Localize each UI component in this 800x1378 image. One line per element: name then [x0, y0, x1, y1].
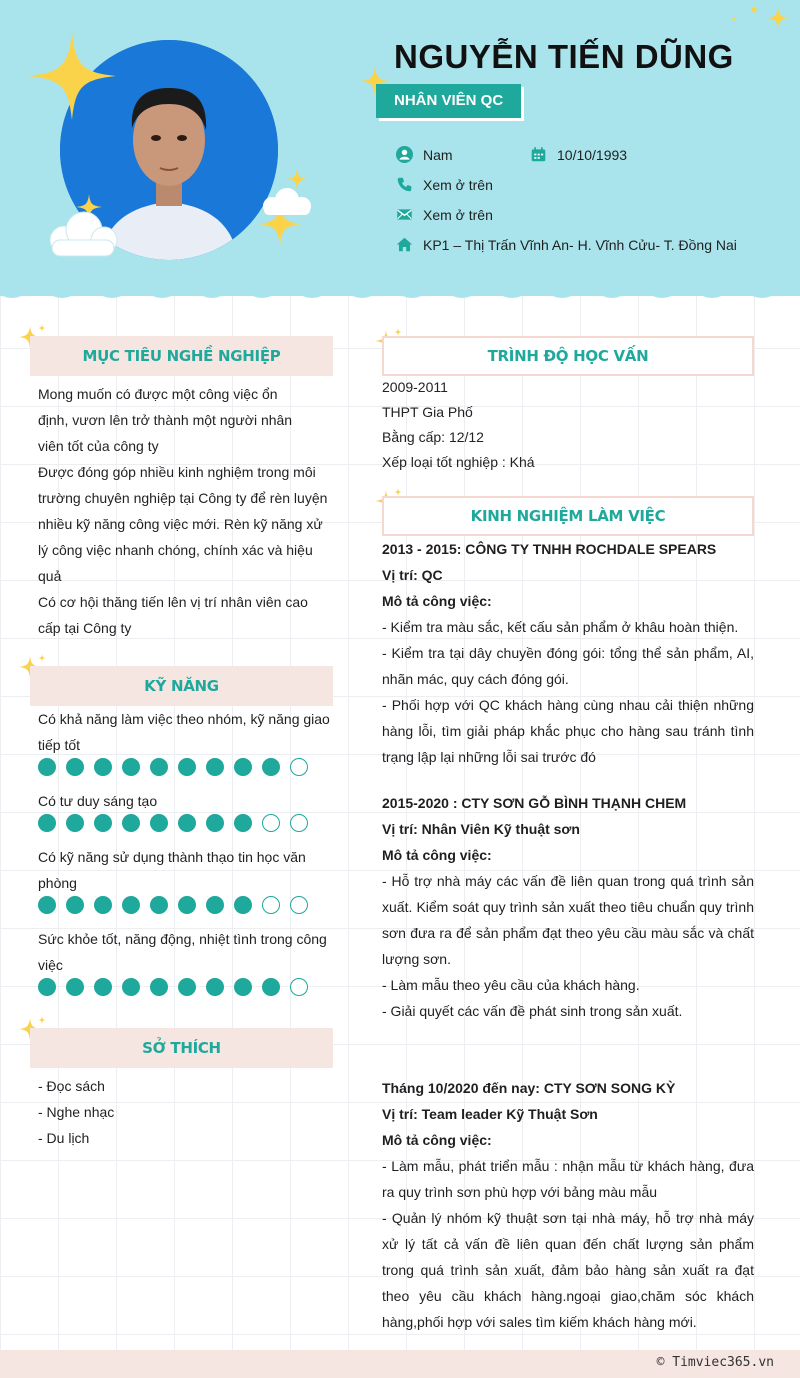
phone-text: Xem ở trên	[423, 176, 493, 193]
education-line: Xếp loại tốt nghiệp : Khá	[382, 454, 535, 470]
rating-dot-filled	[150, 758, 168, 776]
objective-line: Được đóng góp nhiều kinh nghiệm trong môi	[38, 464, 316, 480]
rating-dot-filled	[122, 896, 140, 914]
rating-dot-empty	[290, 758, 308, 776]
cloud-scallop-divider	[0, 268, 800, 300]
section-title-skills: KỸ NĂNG	[30, 666, 333, 706]
rating-dot-filled	[122, 978, 140, 996]
rating-dot-filled	[122, 758, 140, 776]
rating-dot-filled	[150, 896, 168, 914]
phone-row	[396, 176, 493, 193]
rating-dot-filled	[94, 814, 112, 832]
hobbies-list	[38, 1073, 338, 1151]
rating-dot-filled	[94, 758, 112, 776]
rating-dot-filled	[206, 896, 224, 914]
rating-dot-filled	[234, 758, 252, 776]
job-heading: 2013 - 2015: CÔNG TY TNHH ROCHDALE SPEARS	[382, 541, 717, 557]
objective-line: Có cơ hội thăng tiến lên vị trí nhân viên cao	[38, 594, 308, 610]
job-detail: - Giải quyết các vấn đề phát sinh trong sản xuất.	[382, 1003, 683, 1019]
job-position: Vị trí: QC	[382, 567, 443, 583]
job-desc-label: Mô tả công việc:	[382, 847, 492, 863]
rating-dot-filled	[38, 978, 56, 996]
rating-dot-filled	[178, 978, 196, 996]
rating-dot-filled	[94, 896, 112, 914]
job-heading: Tháng 10/2020 đến nay: CTY SƠN SONG KỲ	[382, 1080, 676, 1096]
rating-dot-filled	[38, 896, 56, 914]
hobby-item: - Du lịch	[38, 1130, 90, 1146]
job-desc-label: Mô tả công việc:	[382, 593, 492, 609]
job-detail: - Làm mẫu, phát triển mẫu : nhận mẫu từ khách hàng, đưa ra quy trình sơn phù hợp với bảng màu mẫu	[382, 1158, 754, 1200]
job-detail: - Làm mẫu theo yêu cầu của khách hàng.	[382, 977, 640, 993]
experience-item	[382, 1075, 754, 1335]
rating-dot-filled	[38, 758, 56, 776]
phone-icon	[396, 176, 413, 193]
rating-dot-filled	[38, 814, 56, 832]
job-title-badge: NHÂN VIÊN QC	[376, 84, 521, 118]
section-title-objective: MỤC TIÊU NGHỀ NGHIỆP	[30, 336, 333, 376]
skill-label: Có tư duy sáng tạo	[38, 793, 158, 809]
rating-dot-filled	[178, 896, 196, 914]
sparkle-star-icon	[724, 4, 790, 34]
job-detail: - Kiểm tra tại dây chuyền đóng gói: tổng thể sản phẩm, AI, nhãn mác, quy cách đóng gói.	[382, 645, 754, 687]
job-detail: - Kiểm tra màu sắc, kết cấu sản phẩm ở khâu hoàn thiện.	[382, 619, 739, 635]
cloud-icon	[256, 188, 318, 216]
home-icon	[396, 236, 413, 253]
job-detail: - Quản lý nhóm kỹ thuật sơn tại nhà máy, hỗ trợ nhà máy xử lý tất cả vấn đề liên quan đến chất lượng sản phẩm trong quá trình sản xuất, đảm bảo hàng sản xuất ra đạt theo yêu cầu khách hàng.ngoại giao,chăm sóc khách hàng,phối hợp với sales tìm kiếm khách hàng mới.	[382, 1210, 754, 1330]
rating-dot-filled	[206, 814, 224, 832]
job-detail: - Hỗ trợ nhà máy các vấn đề liên quan trong quá trình sản xuất. Kiểm soát quy trình sản xuất theo tiêu chuẩn quy trình sơn đưa ra để sản phẩm đạt theo yêu cầu màu sắc và chất lượng sơn.	[382, 873, 754, 967]
job-position: Vị trí: Team leader Kỹ Thuật Sơn	[382, 1106, 598, 1122]
skill-rating	[38, 758, 308, 776]
rating-dot-filled	[178, 814, 196, 832]
gender-row	[396, 146, 453, 163]
objective-line: lý công việc nhanh chóng, chính xác và hiệu	[38, 542, 313, 558]
objective-line: viên tốt của công ty	[38, 438, 159, 454]
skill-label: Sức khỏe tốt, năng động, nhiệt tình trong công việc	[38, 931, 327, 973]
skill-rating	[38, 896, 308, 914]
footer-credit: © Timviec365.vn	[0, 1350, 800, 1378]
sparkle-star-icon	[286, 168, 308, 190]
section-title-hobbies: SỞ THÍCH	[30, 1028, 333, 1068]
objective-line: trường chuyên nghiệp tại Công ty để rèn luyện	[38, 490, 328, 506]
rating-dot-empty	[290, 978, 308, 996]
skill-label: Có khả năng làm việc theo nhóm, kỹ năng giao tiếp tốt	[38, 711, 330, 753]
section-title-experience: KINH NGHIỆM LÀM VIỆC	[382, 496, 754, 536]
rating-dot-filled	[66, 978, 84, 996]
rating-dot-filled	[122, 814, 140, 832]
hobby-item: - Đọc sách	[38, 1078, 105, 1094]
education-line: THPT Gia Phố	[382, 404, 473, 420]
rating-dot-filled	[206, 978, 224, 996]
job-desc-label: Mô tả công việc:	[382, 1132, 492, 1148]
education-line: 2009-2011	[382, 379, 448, 395]
rating-dot-empty	[290, 896, 308, 914]
envelope-icon	[396, 206, 413, 223]
rating-dot-filled	[66, 814, 84, 832]
experience-item	[382, 536, 754, 770]
section-title-education: TRÌNH ĐỘ HỌC VẤN	[382, 336, 754, 376]
rating-dot-filled	[262, 978, 280, 996]
rating-dot-filled	[234, 896, 252, 914]
address-text: KP1 – Thị Trấn Vĩnh An- H. Vĩnh Cửu- T. Đồng Nai	[423, 236, 737, 253]
objective-line: định, vươn lên trở thành một người nhân	[38, 412, 293, 428]
job-position: Vị trí: Nhân Viên Kỹ thuật sơn	[382, 821, 580, 837]
email-row	[396, 206, 493, 223]
gender-text: Nam	[423, 146, 453, 163]
rating-dot-filled	[206, 758, 224, 776]
objective-line: Mong muốn có được một công việc ổn	[38, 386, 278, 402]
rating-dot-filled	[262, 758, 280, 776]
address-row	[396, 236, 737, 253]
rating-dot-filled	[150, 814, 168, 832]
rating-dot-filled	[150, 978, 168, 996]
objective-text	[38, 381, 338, 641]
rating-dot-filled	[94, 978, 112, 996]
education-text	[382, 375, 754, 475]
rating-dot-filled	[178, 758, 196, 776]
sparkle-star-icon	[28, 32, 116, 120]
rating-dot-empty	[262, 896, 280, 914]
objective-line: cấp tại Công ty	[38, 620, 132, 636]
objective-line: nhiều kỹ năng công việc mới. Rèn kỹ năng xử	[38, 516, 323, 532]
rating-dot-filled	[234, 978, 252, 996]
hobby-item: - Nghe nhạc	[38, 1104, 115, 1120]
education-line: Bằng cấp: 12/12	[382, 429, 484, 445]
skill-rating	[38, 814, 308, 832]
experience-item	[382, 790, 754, 1024]
rating-dot-filled	[234, 814, 252, 832]
objective-line: quả	[38, 568, 62, 584]
calendar-icon	[530, 146, 547, 163]
job-heading: 2015-2020 : CTY SƠN GỖ BÌNH THẠNH CHEM	[382, 795, 687, 811]
job-detail: - Phối hợp với QC khách hàng cùng nhau cải thiện những hàng lỗi, tìm giải pháp khắc phục cho hàng sau tránh tình trạng lập lại những lỗi sai trước đó	[382, 697, 754, 765]
skill-label: Có kỹ năng sử dụng thành thạo tin học văn phòng	[38, 849, 306, 891]
rating-dot-filled	[66, 896, 84, 914]
candidate-name: NGUYỄN TIẾN DŨNG	[394, 38, 734, 75]
rating-dot-filled	[66, 758, 84, 776]
rating-dot-empty	[290, 814, 308, 832]
rating-dot-empty	[262, 814, 280, 832]
skill-rating	[38, 978, 308, 996]
email-text: Xem ở trên	[423, 206, 493, 223]
user-icon	[396, 146, 413, 163]
birthdate-text: 10/10/1993	[557, 146, 628, 163]
cloud-icon	[42, 208, 124, 258]
birthdate-row	[530, 146, 627, 163]
